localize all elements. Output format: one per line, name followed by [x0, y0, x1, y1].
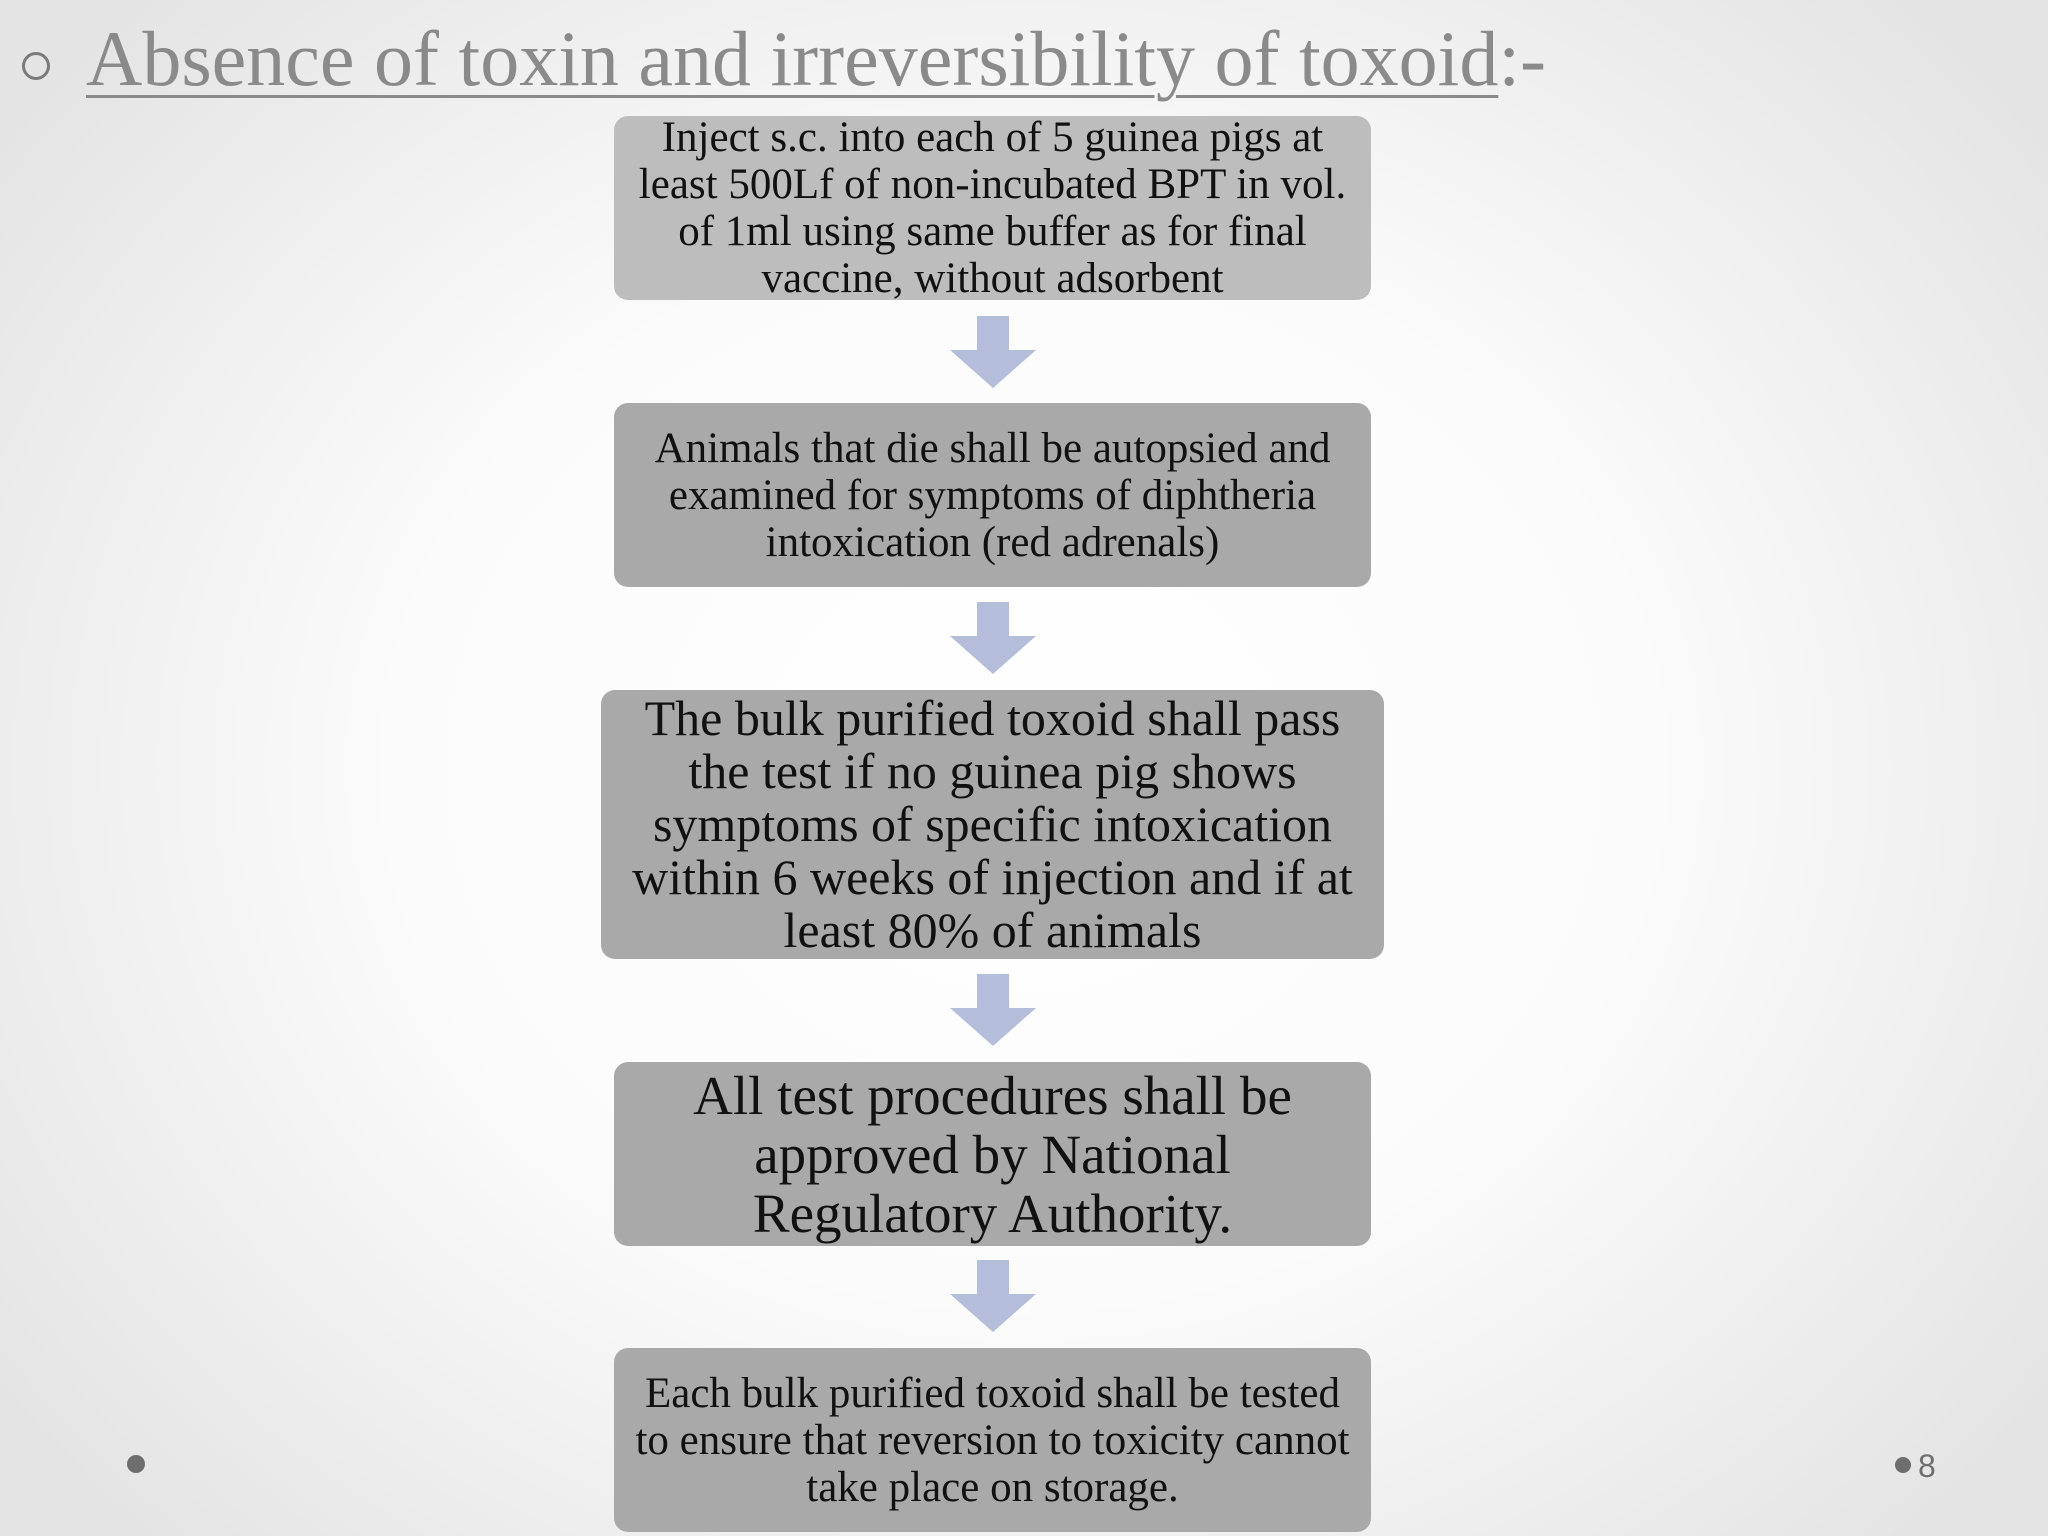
footer-dot-right-icon — [1895, 1457, 1911, 1473]
flow-step-4-text: All test procedures shall be approved by National Regulatory Authority. — [693, 1064, 1292, 1244]
down-arrow-icon — [950, 1260, 1036, 1332]
flow-step-1-text: Inject s.c. into each of 5 guinea pigs at least 500Lf of non-incubated BPT in vol. of 1ml using same buffer as for final vaccine, without adsorbent — [638, 114, 1347, 302]
down-arrow-icon — [950, 974, 1036, 1046]
flow-step-2-text: Animals that die shall be autopsied and examined for symptoms of diphtheria intoxication (red adrenals) — [654, 424, 1331, 566]
slide-title-suffix: :- — [1498, 15, 1546, 102]
hollow-circle-bullet-icon — [22, 52, 50, 80]
footer-dot-left-icon — [127, 1455, 145, 1473]
page-number: 8 — [1918, 1448, 1936, 1484]
flow-step-4 — [614, 1062, 1371, 1246]
flow-step-2 — [614, 403, 1371, 587]
flow-step-3 — [601, 690, 1384, 959]
flow-step-1 — [614, 116, 1371, 300]
slide-title-row — [22, 14, 1546, 104]
down-arrow-icon — [950, 316, 1036, 388]
flow-step-5 — [614, 1348, 1371, 1532]
flow-step-3-text: The bulk purified toxoid shall pass the test if no guinea pig shows symptoms of specific intoxication within 6 weeks of injection and if at least 80% of animals — [632, 690, 1353, 958]
slide-title-main: Absence of toxin and irreversibility of toxoid — [86, 15, 1499, 102]
flow-step-5-text: Each bulk purified toxoid shall be tested to ensure that reversion to toxicity cannot take place on storage. — [635, 1369, 1350, 1511]
slide-title — [86, 14, 1546, 104]
down-arrow-icon — [950, 602, 1036, 674]
